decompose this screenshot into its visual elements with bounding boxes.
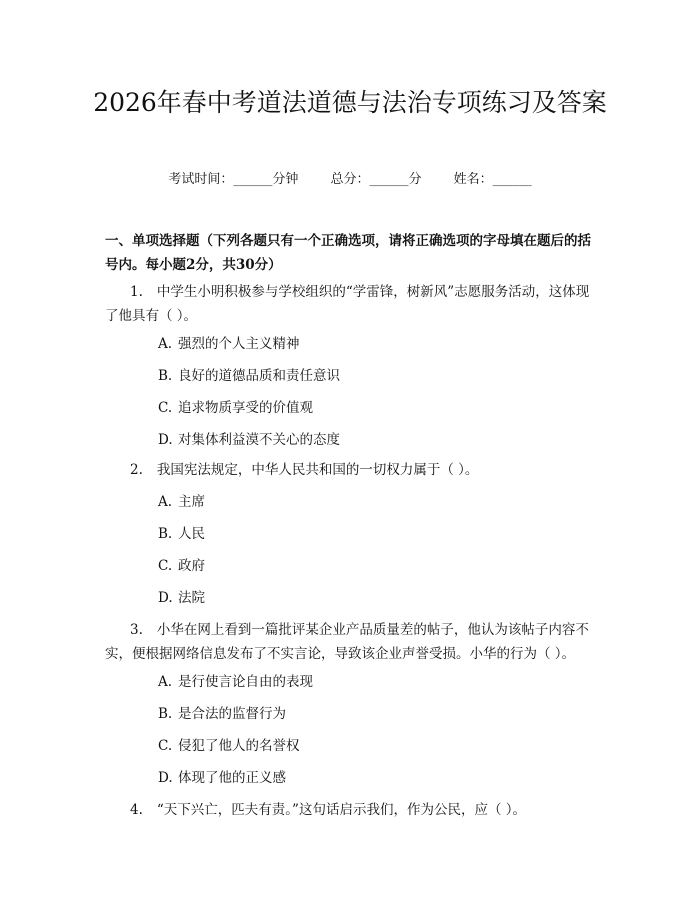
question-3-option-c [158, 736, 300, 756]
question-text: 小华在网上看到一篇批评某企业产品质量差的帖子，他认为该帖子内容不实，便根据网络信息发布了不实言论，导致该企业声誉受损。小华的行为（ ）。 [105, 622, 589, 662]
student-name-field [454, 172, 532, 187]
question-number: 4. [130, 802, 143, 818]
option-text: 侵犯了他人的名誉权 [178, 738, 300, 754]
option-text: 强烈的个人主义精神 [178, 336, 300, 352]
total-score-field [330, 172, 421, 187]
question-2-option-c [158, 556, 205, 576]
student-name-label: 姓名： [453, 172, 493, 187]
option-text: 体现了他的正义感 [178, 770, 286, 786]
option-text: 是合法的监督行为 [178, 706, 286, 722]
option-letter: C. [158, 738, 173, 754]
option-letter: B. [158, 706, 173, 722]
question-1-option-c [158, 398, 313, 418]
option-letter: C. [158, 558, 173, 574]
section-heading: 一、单项选择题（下列各题只有一个正确选项，请将正确选项的字母填在题后的括号内。每小题2分，共30分） [105, 233, 591, 273]
question-2-option-d [158, 588, 205, 608]
option-text: 是行使言论自由的表现 [178, 674, 313, 690]
question-text: “天下兴亡，匹夫有责。”这句话启示我们，作为公民，应（ ）。 [156, 802, 526, 818]
option-letter: D. [158, 590, 173, 606]
question-3-option-a [158, 672, 313, 692]
student-name-blank: ______ [492, 172, 532, 187]
option-letter: A. [158, 494, 173, 510]
option-text: 法院 [178, 590, 205, 606]
question-number: 3. [130, 622, 143, 638]
question-3-option-d [158, 768, 286, 788]
question-4 [105, 798, 600, 822]
exam-info-line [0, 168, 700, 187]
exam-time-field [168, 172, 298, 187]
exam-time-unit: 分钟 [272, 172, 299, 187]
question-1 [105, 280, 600, 328]
document-title: 2026年春中考道法道德与法治专项练习及答案 [93, 88, 607, 117]
question-number: 1. [130, 284, 143, 300]
question-text: 我国宪法规定，中华人民共和国的一切权力属于（ ）。 [156, 462, 479, 478]
total-score-label: 总分： [330, 172, 370, 187]
option-text: 追求物质享受的价值观 [178, 400, 313, 416]
question-2-option-a [158, 492, 205, 512]
option-letter: B. [158, 368, 173, 384]
question-2 [105, 458, 600, 482]
option-letter: B. [158, 526, 173, 542]
exam-time-blank: ______ [233, 172, 273, 187]
question-1-option-d [158, 430, 340, 450]
question-number: 2. [130, 462, 143, 478]
question-3-option-b [158, 704, 286, 724]
question-3 [105, 618, 600, 666]
option-letter: D. [158, 770, 173, 786]
exam-time-label: 考试时间： [168, 172, 234, 187]
option-letter: A. [158, 336, 173, 352]
option-text: 政府 [178, 558, 205, 574]
total-score-unit: 分 [408, 172, 422, 187]
option-text: 主席 [178, 494, 205, 510]
question-1-option-b [158, 366, 340, 386]
total-score-blank: ______ [369, 172, 409, 187]
option-text: 良好的道德品质和责任意识 [178, 368, 340, 384]
question-text: 中学生小明积极参与学校组织的“学雷锋，树新风”志愿服务活动，这体现了他具有（ ）。 [105, 284, 590, 324]
question-2-option-b [158, 524, 205, 544]
option-letter: C. [158, 400, 173, 416]
option-letter: D. [158, 432, 173, 448]
option-text: 对集体利益漠不关心的态度 [178, 432, 340, 448]
option-letter: A. [158, 674, 173, 690]
option-text: 人民 [178, 526, 205, 542]
question-1-option-a [158, 334, 300, 354]
